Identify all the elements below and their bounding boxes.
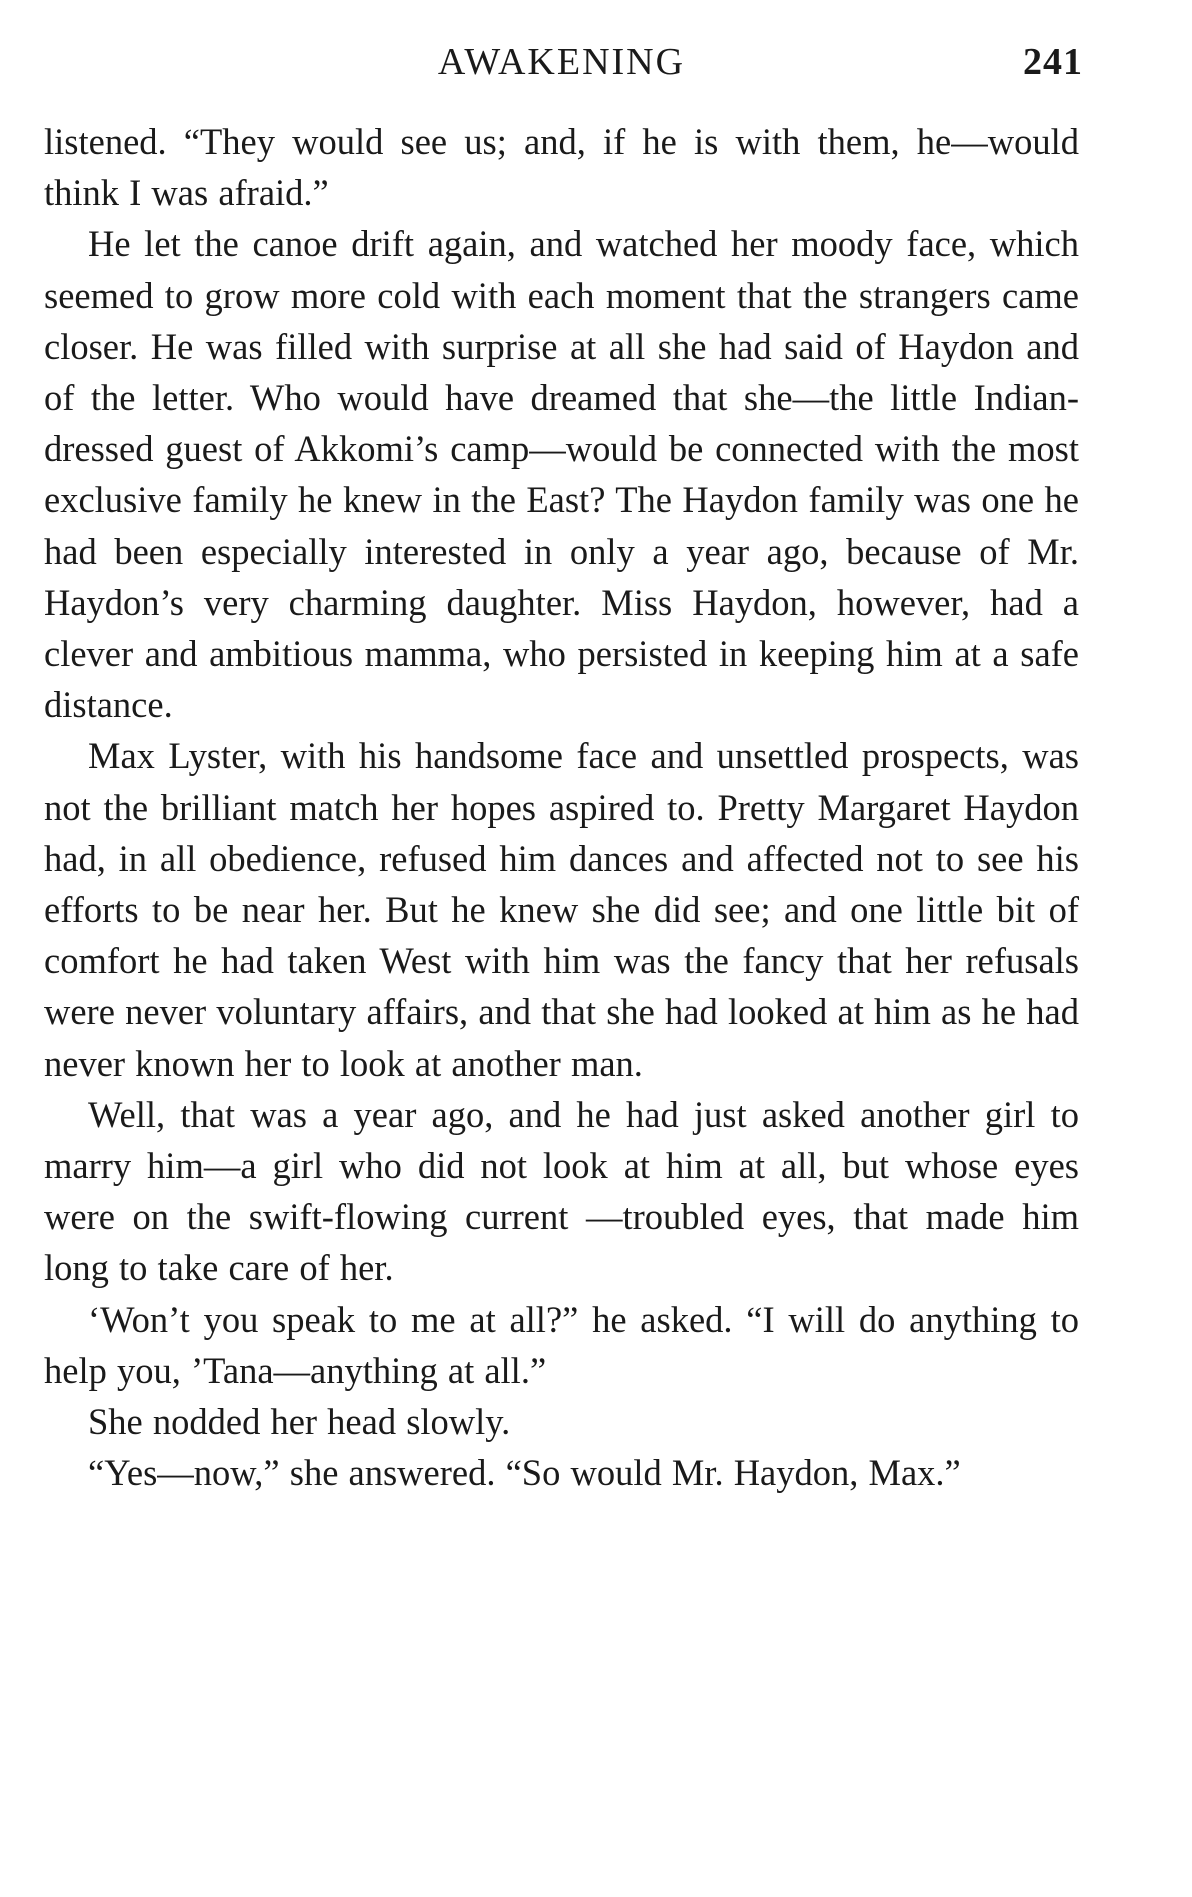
paragraph: Max Lyster, with his handsome face and unsettled prospects, was not the brilliant match her hopes aspired to. Pretty Margaret Haydon had, in all obedience, refused him dances and affected not to see his efforts to be near her. But he knew she did see; and one little bit of comfort he had taken West with him was the fancy that her refusals were never voluntary affairs, and that she had looked at him as he had never known her to look at another man. [44,735,1079,1084]
paragraph: listened. “They would see us; and, if he is with them, he—would think I was afraid.” [44,121,1079,214]
paragraph: She nodded her head slowly. [88,1401,511,1443]
book-page [44,40,1083,1498]
paragraph: ‘Won’t you speak to me at all?” he asked. “I will do anything to help you, ’Tana—anything at all.” [44,1298,1079,1391]
paragraph: Well, that was a year ago, and he had just asked another girl to marry him—a girl who did not look at him at all, but whose eyes were on the swift-flowing current —troubled eyes, that made him long to take care of her. [44,1093,1079,1289]
paragraph: “Yes—now,” she answered. “So would Mr. Haydon, Max.” [88,1452,961,1494]
paragraph: He let the canoe drift again, and watched her moody face, which seemed to grow more cold with each moment that the strangers came closer. He was filled with surprise at all she had said of Haydon and of the letter. Who would have dreamed that she—the little Indian-dressed guest of Akkomi’s camp—would be connected with the most exclusive family he knew in the East? The Haydon family was one he had been especially interested in only a year ago, because of Mr. Haydon’s very charming daughter. Miss Haydon, however, had a clever and ambitious mamma, who persisted in keeping him at a safe distance. [44,223,1079,726]
running-title: AWAKENING [437,41,686,83]
body-text [44,116,1079,1498]
running-head [44,40,1083,100]
page-number: 241 [1023,41,1083,83]
